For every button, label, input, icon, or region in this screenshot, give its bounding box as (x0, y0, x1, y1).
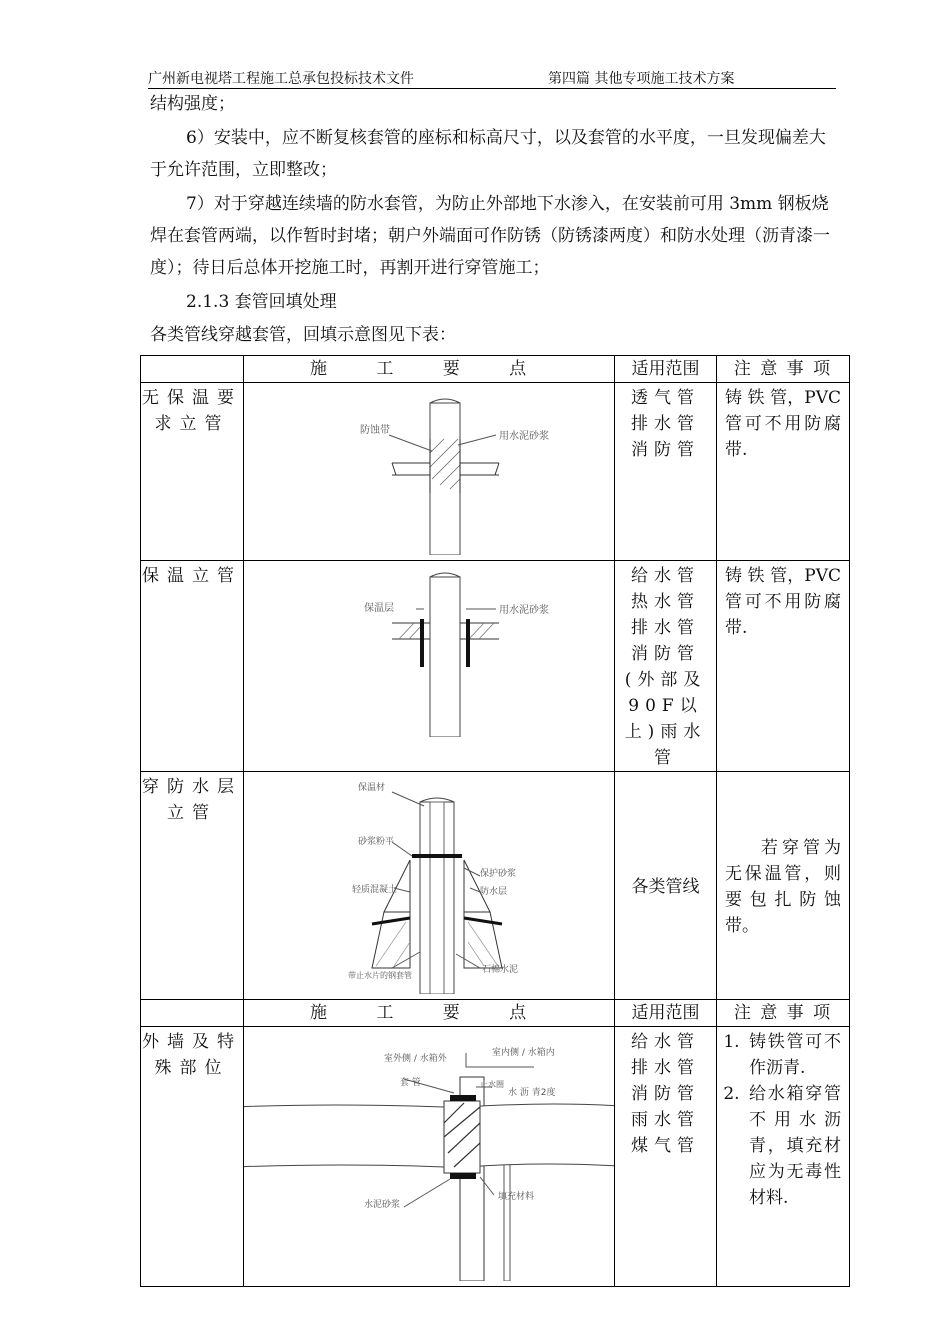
label-c: 室内侧 / 水箱内 (492, 1048, 555, 1058)
external-wall-diagram (244, 1027, 614, 1281)
paragraph-4: 各类管线穿越套管，回填示意图见下表： (150, 325, 456, 345)
label-d: 止水圈 (480, 1080, 505, 1089)
header-col3: 适用范围 (615, 1000, 717, 1027)
label-b: 砂浆粉平 (358, 837, 395, 847)
label-e: 水 沥 青2度 (508, 1088, 556, 1098)
header-col4: 注 意 事 项 (716, 356, 849, 383)
row-scope: 给水管 排水管 消防管 雨水管 煤气管 (615, 1027, 717, 1287)
header-left: 广州新电视塔工程施工总承包投标技术文件 (148, 71, 414, 87)
row-notes (716, 1027, 849, 1287)
table-row (141, 772, 850, 1000)
list-item: 2. 给水箱穿管不用水沥青，填充材应为无毒性材料. (745, 1081, 841, 1211)
label-b: 套 管 (400, 1078, 421, 1088)
row-note: 若穿管为无保温管，则要包扎防蚀带。 (716, 772, 849, 1000)
label-c: 保护砂浆 (480, 869, 517, 879)
label-b: 用水泥砂浆 (499, 605, 550, 616)
diagram-cell (244, 383, 615, 561)
paragraph-0: 结构强度； (150, 94, 235, 114)
notes-list (721, 1029, 841, 1211)
header-col2: 施 工 要 点 (244, 1000, 615, 1027)
label-d: 防水层 (480, 887, 508, 897)
waterproof-layer-diagram (244, 772, 614, 994)
label-a: 保温层 (364, 603, 395, 614)
insulated-riser-diagram (244, 561, 614, 737)
header-col2: 施 工 要 点 (244, 356, 615, 383)
row-note: 铸 铁 管，PVC 管可不用防腐带. (716, 383, 849, 561)
label-a: 防蚀带 (360, 425, 391, 436)
table-header-row (141, 356, 850, 383)
header-col4: 注 意 事 项 (716, 1000, 849, 1027)
row-note: 铸 铁 管，PVC 管可不用防腐带. (716, 561, 849, 772)
paragraph-1: 6）安装中，应不断复核套管的座标和标高尺寸，以及套管的水平度，一旦发现偏差大于允许范围，立即整改； (150, 128, 826, 180)
page-header (148, 64, 836, 89)
paragraph-2: 7）对于穿越连续墙的防水套管，为防止外部地下水渗入，在安装前可用 3mm 钢板烧焊在套管两端，以作暂时封堵；朝户外端面可作防锈（防锈漆两度）和防水处理（沥青漆一度）；待日后总体开挖施工时，再割开进行穿管施工； (150, 194, 830, 278)
sleeve-backfill-table (140, 355, 850, 1287)
uninsulated-riser-diagram (244, 383, 614, 555)
row-scope: 给水管 热水管 排水管 消防管(外部及90F以上)雨水管 (615, 561, 717, 772)
label-f: 水泥砂浆 (364, 1200, 401, 1210)
table-row (141, 383, 850, 561)
table-header-row-repeat (141, 1000, 850, 1027)
table-row (141, 1027, 850, 1287)
row-name: 保温立管 (141, 561, 244, 772)
table-row (141, 561, 850, 772)
row-name: 无保温要求立管 (141, 383, 244, 561)
list-item: 1. 铸铁管可不作沥青. (745, 1029, 841, 1081)
label-a: 室外侧 / 水箱外 (384, 1054, 447, 1064)
row-scope: 各类管线 (615, 772, 717, 1000)
header-col3: 适用范围 (615, 356, 717, 383)
label-g: 填充材料 (498, 1192, 535, 1202)
label-g: 石棉水泥 (482, 965, 519, 975)
diagram-cell (244, 561, 615, 772)
row-name: 外墙及特殊部位 (141, 1027, 244, 1287)
label-b: 用水泥砂浆 (499, 431, 550, 442)
row-scope: 透气管 排水管 消防管 (615, 383, 717, 561)
label-a: 保温材 (358, 783, 386, 793)
row-name: 穿防水层立管 (141, 772, 244, 1000)
diagram-cell (244, 772, 615, 1000)
header-right: 第四篇 其他专项施工技术方案 (548, 71, 735, 87)
diagram-cell (244, 1027, 615, 1287)
label-e: 轻质混凝土 (352, 885, 398, 895)
label-f: 带止水片的钢套管 (348, 971, 413, 980)
section-heading: 2.1.3 套管回填处理 (186, 292, 337, 312)
